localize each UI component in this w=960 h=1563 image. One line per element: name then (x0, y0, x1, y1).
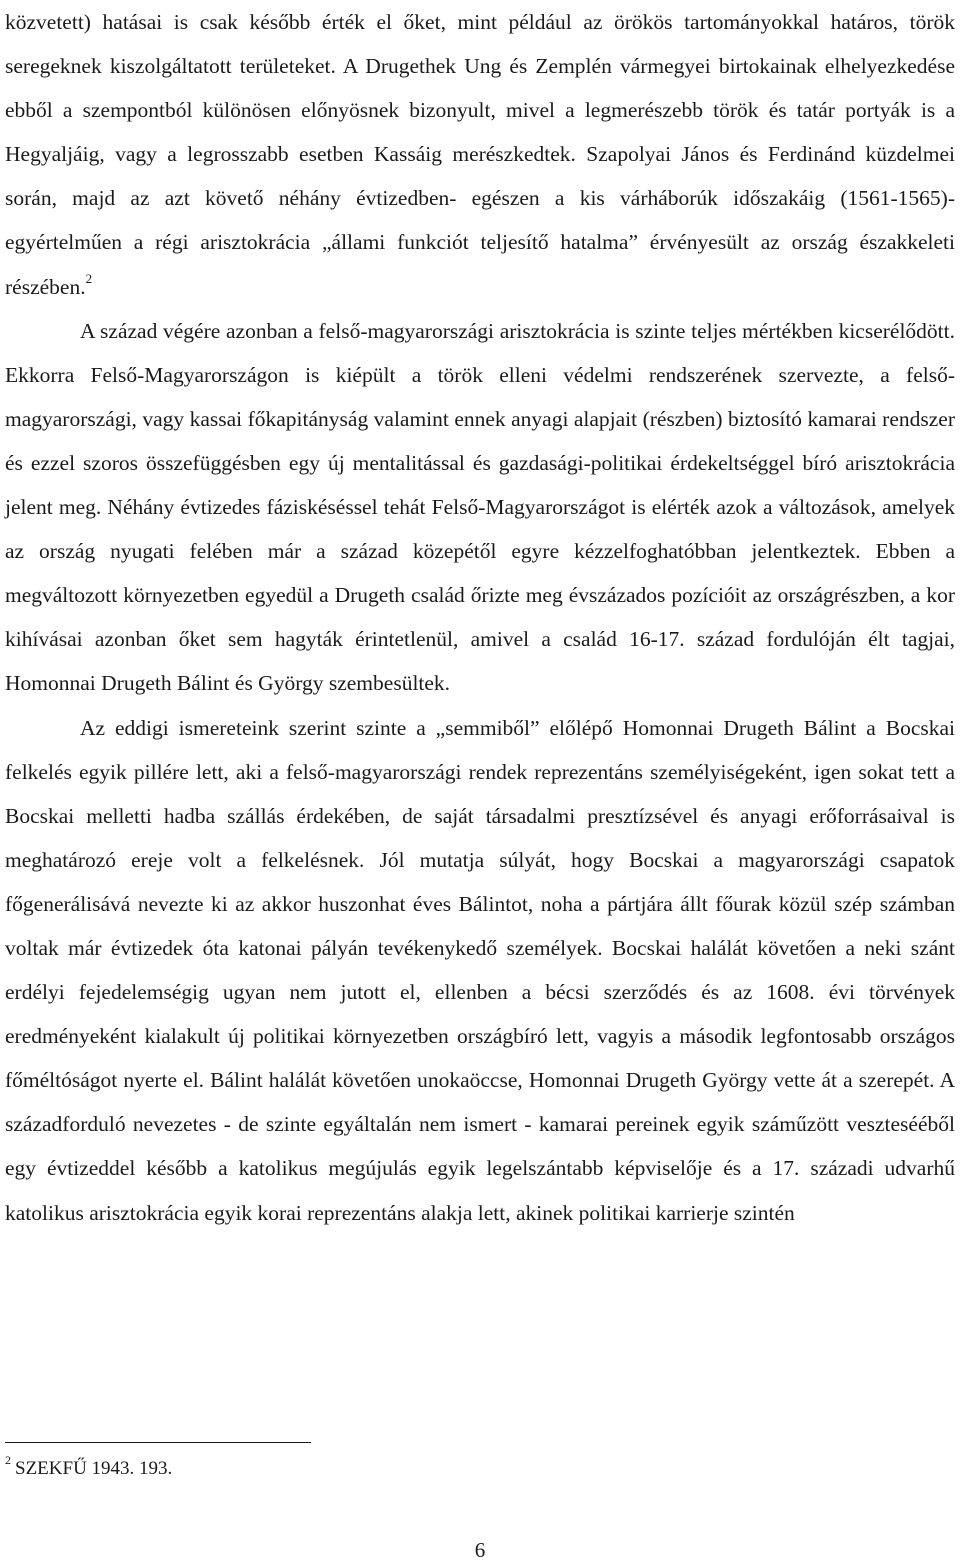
body-text (5, 0, 955, 1235)
paragraph-1 (5, 0, 955, 309)
footnote (5, 1452, 173, 1482)
paragraph-3 (5, 706, 955, 1235)
footnote-text: SZEKFŰ 1943. 193. (15, 1458, 173, 1479)
page-number: 6 (474, 1538, 486, 1562)
paragraph-2 (5, 309, 955, 706)
footnote-separator (5, 1442, 311, 1443)
footnote-number: 2 (5, 1452, 11, 1467)
paragraph-1-text: közvetett) hatásai is csak később érték el őket, mint például az örökös tartományokkal határos, török seregeknek kiszolgáltatott területeket. A Drugethek Ung és Zemplén vármegyei birtokainak elhelyezkedése ebből a szempontból különösen előnyösnek bizonyult, mivel a legmerészebb török és tatár portyák is a Hegyaljáig, vagy a legrosszabb esetben Kassáig merészkedtek. Szapolyai János és Ferdinánd küzdelmei során, majd az azt követő néhány évtizedben- egészen a kis várháborúk időszakáig (1561-1565)- egyértelműen a régi arisztokrácia „állami funkciót teljesítő hatalma” érvényesült az ország északkeleti részében. (5, 10, 955, 299)
footnote-reference: 2 (85, 271, 93, 287)
paragraph-2-text: A század végére azonban a felső-magyarországi arisztokrácia is szinte teljes mértékben kicserélődött. Ekkorra Felső-Magyarországon is kiépült a török elleni védelmi rendszerének szervezte, a felső-magyarországi, vagy kassai főkapitányság valamint ennek anyagi alapjait (részben) biztosító kamarai rendszer és ezzel szoros összefüggésben egy új mentalitással és gazdasági-politikai érdekeltséggel bíró arisztokrácia jelent meg. Néhány évtizedes fáziskéséssel tehát Felső-Magyarországot is elérték azok a változások, amelyek az ország nyugati felében már a század közepétől egyre kézzelfoghatóbban jelentkeztek. Ebben a megváltozott környezetben egyedül a Drugeth család őrizte meg évszázados pozícióit az országrészben, a kor kihívásai azonban őket sem hagyták érintetlenül, amivel a család 16-17. század fordulóján élt tagjai, Homonnai Drugeth Bálint és György szembesültek. (5, 318, 955, 696)
paragraph-3-text: Az eddigi ismereteink szerint szinte a „semmiből” előlépő Homonnai Drugeth Bálint a Bocskai felkelés egyik pillére lett, aki a felső-magyarországi rendek reprezentáns személyiségeként, igen sokat tett a Bocskai melletti hadba szállás érdekében, de saját társadalmi presztízsével és anyagi erőforrásaival is meghatározó ereje volt a felkelésnek. Jól mutatja súlyát, hogy Bocskai a magyarországi csapatok főgenerálisává nevezte ki az akkor huszonhat éves Bálintot, noha a pártjára állt főurak közül szép számban voltak már évtizedek óta katonai pályán tevékenykedő személyek. Bocskai halálát követően a neki szánt erdélyi fejedelemségig ugyan nem jutott el, ellenben a bécsi szerződés és az 1608. évi törvények eredményeként kialakult új politikai környezetben országbíró lett, vagyis a második legfontosabb országos főméltóságot nyerte el. Bálint halálát követően unokaöccse, Homonnai Drugeth György vette át a szerepét. A századforduló nevezetes - de szinte egyáltalán nem ismert - kamarai pereinek egyik száműzött vesztesééből egy évtizeddel később a katolikus megújulás egyik legelszántabb képviselője és a 17. századi udvarhű katolikus arisztokrácia egyik korai reprezentáns alakja lett, akinek politikai karrierje szintén (5, 715, 955, 1225)
